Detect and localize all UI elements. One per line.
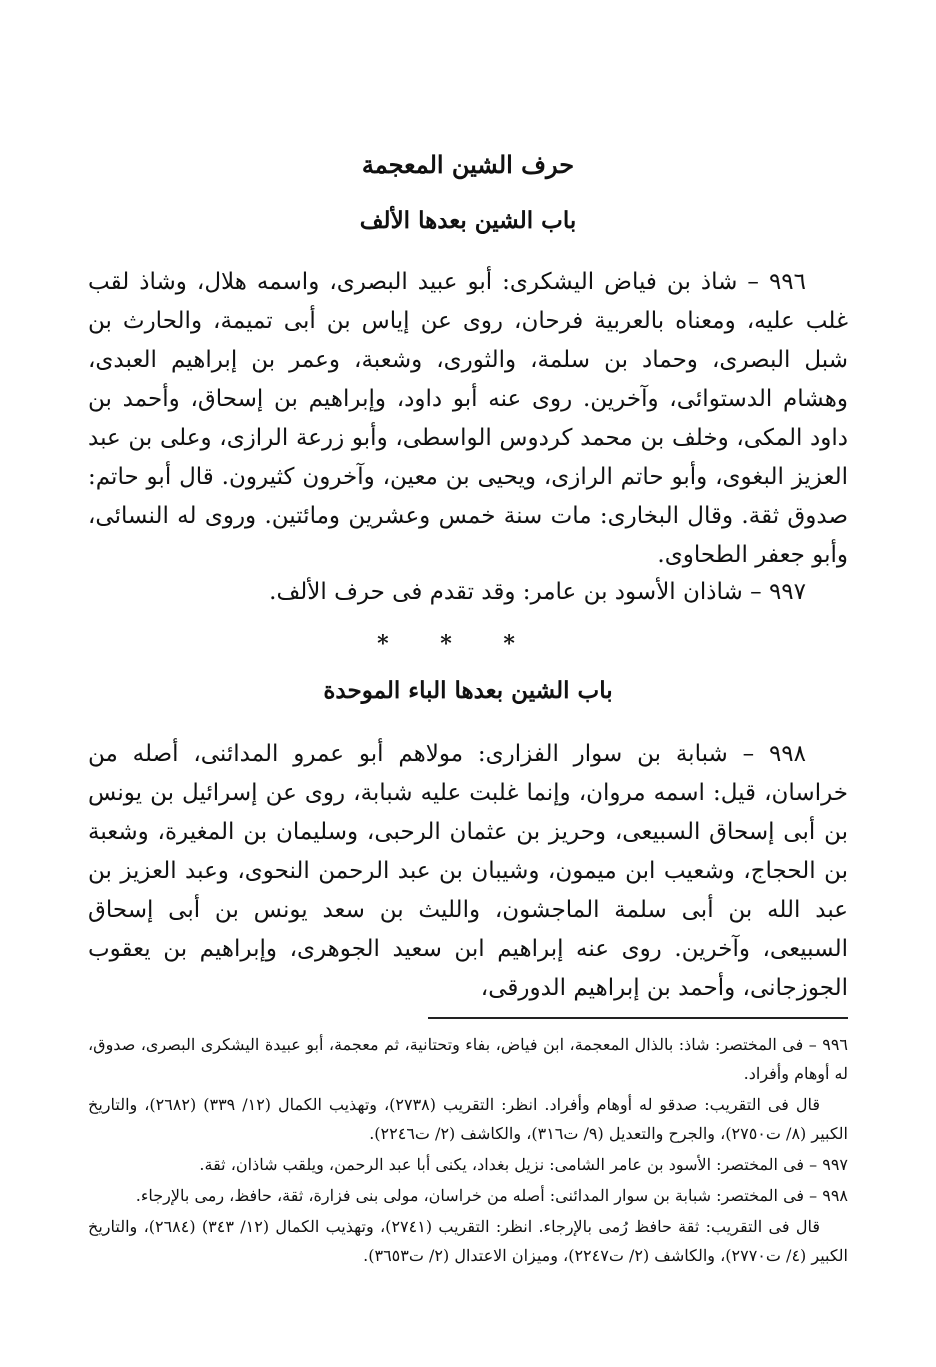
entry-number: ٩٩٧: [768, 579, 806, 605]
section-title-ba: باب الشين بعدها الباء الموحدة: [323, 677, 613, 704]
entry-number: ٩٩٦: [768, 269, 807, 295]
footnote-998: ٩٩٨ – فى المختصر: شبابة بن سوار المدائنى: أصله من خراسان، مولى بنى فزارة، ثقة، حافظ، رمى بالإرجاء.: [135, 1186, 848, 1205]
section-separator: * * *: [377, 631, 537, 657]
footnote-divider: [428, 1017, 848, 1019]
footnote-998-references: قال فى التقريب: ثقة حافظ رُمى بالإرجاء. انظر: التقريب (٢٧٤١)، وتهذيب الكمال (١٢/ ٣٤٣) (٢٦٨٤)، والتاريخ الكبير (٤/ ت٢٧٧٠)، والكاشف (٢/ ت٢٢٤٧)، وميزان الاعتدال (٢/ ت٣٦٥٣).: [88, 1217, 848, 1265]
biography-entry-996: [88, 263, 848, 575]
entry-number: ٩٩٨: [768, 741, 806, 767]
footnote-996: ٩٩٦ – فى المختصر: شاذ: بالذال المعجمة، ابن فياض، بفاء وتحتانية، ثم معجمة، أبو عبيدة اليشكرى البصرى، صدوق، له أوهام وأفراد.: [88, 1035, 848, 1083]
entry-text: شاذ بن فياض اليشكرى: أبو عبيد البصرى، واسمه هلال، وشاذ لقب غلب عليه، ومعناه بالعربية فرحان، روى عن إياس بن أبى تميمة، والحارث بن شبل البصرى، وحماد بن سلمة، والثورى، وشعبة، وعمر بن إبراهيم العبدى، وهشام الدستوائى، وآخرين. روى عنه أبو داود، وإبراهيم بن إسحاق، وأحمد بن داود المكى، وخلف بن محمد كردوس الواسطى، وأبو زرعة الرازى، وعلى بن عبد العزيز البغوى، وأبو حاتم الرازى، ويحيى بن معين، وآخرون كثيرون. قال أبو حاتم: صدوق ثقة. وقال البخارى: مات سنة خمس وعشرين ومائتين. وروى له النسائى، وأبو جعفر الطحاوى.: [88, 269, 848, 568]
entry-dash: –: [737, 269, 759, 295]
entry-text: شاذان الأسود بن عامر: وقد تقدم فى حرف الألف.: [269, 579, 743, 605]
section-title-alif: باب الشين بعدها الألف: [359, 207, 577, 234]
biography-entry-998: [88, 735, 848, 1008]
entry-dash: –: [742, 579, 762, 605]
biography-entry-997: [88, 573, 848, 612]
entry-text: شبابة بن سوار الفزارى: مولاهم أبو عمرو المدائنى، أصله من خراسان، قيل: اسمه مروان، وإنما غلبت عليه شبابة، روى عن إسرائيل بن يونس بن أبى إسحاق السبيعى، وحريز بن عثمان الرحبى، وسليمان بن المغيرة، وشعبة بن الحجاج، وشعيب ابن ميمون، وشيبان بن عبد الرحمن النحوى، وعبد العزيز بن عبد الله بن أبى سلمة الماجشون، والليث بن سعد يونس بن أبى إسحاق السبيعى، وآخرين. روى عنه إبراهيم ابن سعيد الجوهرى، وإبراهيم بن يعقوب الجوزجانى، وأحمد بن إبراهيم الدورقى،: [88, 741, 848, 1001]
footnote-996-references: قال فى التقريب: صدقو له أوهام وأفراد. انظر: التقريب (٢٧٣٨)، وتهذيب الكمال (١٢/ ٣٣٩) (٢٦٨٢)، والتاريخ الكبير (٨/ ت٢٧٥٠)، والجرح والتعديل (٩/ ت٣١٦)، والكاشف (٢/ ت٢٢٤٦).: [88, 1095, 848, 1143]
chapter-title: حرف الشين المعجمة: [361, 150, 575, 179]
book-page: [88, 0, 848, 1367]
footnote-997: ٩٩٧ – فى المختصر: الأسود بن عامر الشامى: نزيل بغداد، يكنى أبا عبد الرحمن، ويلقب شاذان، ثقة.: [199, 1155, 848, 1174]
footnotes: [88, 1030, 848, 1272]
entry-dash: –: [727, 741, 755, 767]
